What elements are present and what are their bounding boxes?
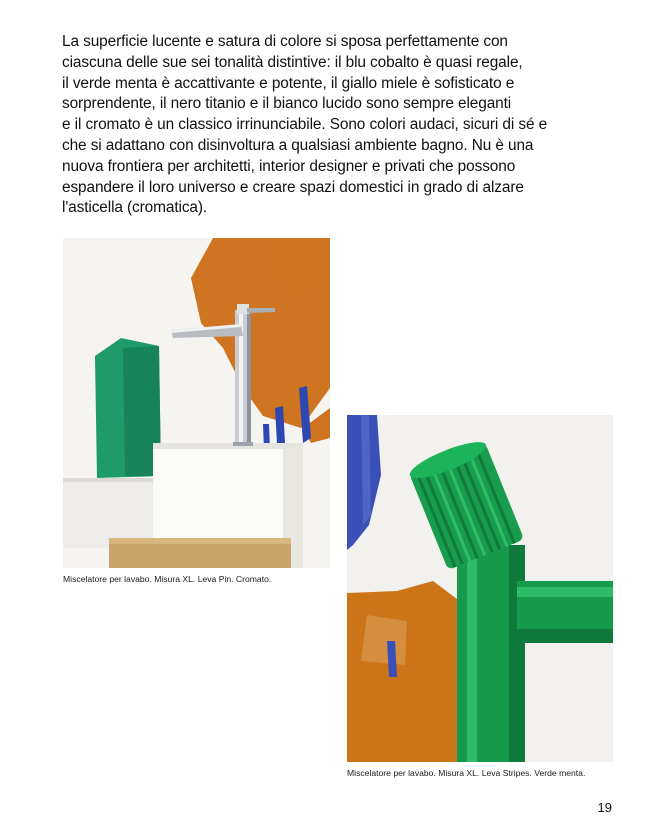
chrome-mixer-illustration bbox=[63, 238, 330, 568]
spout-shadow bbox=[517, 629, 613, 643]
orange-paint-stroke bbox=[347, 581, 459, 762]
wooden-block-top bbox=[109, 538, 291, 544]
orange-paint-stroke bbox=[361, 615, 407, 665]
body-line: La superficie lucente e satura di colore si sposa perfettamente con bbox=[62, 33, 508, 50]
body-line: il verde menta è accattivante e potente, il giallo miele è sofisticato e bbox=[62, 74, 515, 92]
green-mixer-illustration bbox=[347, 415, 613, 762]
white-pedestal bbox=[63, 478, 163, 548]
pedestal-edge bbox=[153, 443, 303, 449]
body-line: che si adattano con disinvoltura a qualsiasi ambiente bagno. Nu è una bbox=[62, 136, 534, 154]
green-mixer-photo bbox=[347, 415, 613, 762]
article-body-text bbox=[62, 32, 582, 219]
mixer-base bbox=[233, 442, 253, 446]
body-line: nuova frontiera per architetti, interior designer e privati che possono bbox=[62, 157, 516, 175]
body-line: e il cromato è un classico irrinunciabile. Sono colori audaci, sicuri di sé e bbox=[62, 116, 548, 134]
chrome-mixer-photo bbox=[63, 238, 330, 568]
body-line: l'asticella (cromatica). bbox=[62, 199, 208, 217]
mixer-shadow bbox=[509, 545, 525, 762]
mixer-highlight bbox=[467, 545, 477, 762]
body-line: sorprendente, il nero titanio e il bianco lucido sono sempre eleganti bbox=[62, 95, 512, 113]
body-line: espandere il loro universo e creare spazi domestici in grado di alzare bbox=[62, 178, 524, 196]
figure-caption: Miscelatore per lavabo. Misura XL. Leva Pin. Cromato. bbox=[63, 574, 272, 584]
spout-highlight bbox=[517, 587, 613, 597]
mixer-shadow bbox=[247, 310, 251, 446]
page-number: 19 bbox=[597, 800, 612, 815]
figure-caption: Miscelatore per lavabo. Misura XL. Leva Stripes. Verde menta. bbox=[347, 768, 586, 778]
pedestal-edge bbox=[63, 478, 153, 482]
body-line: ciascuna delle sue sei tonalità distintive: il blu cobalto è quasi regale, bbox=[62, 53, 523, 71]
